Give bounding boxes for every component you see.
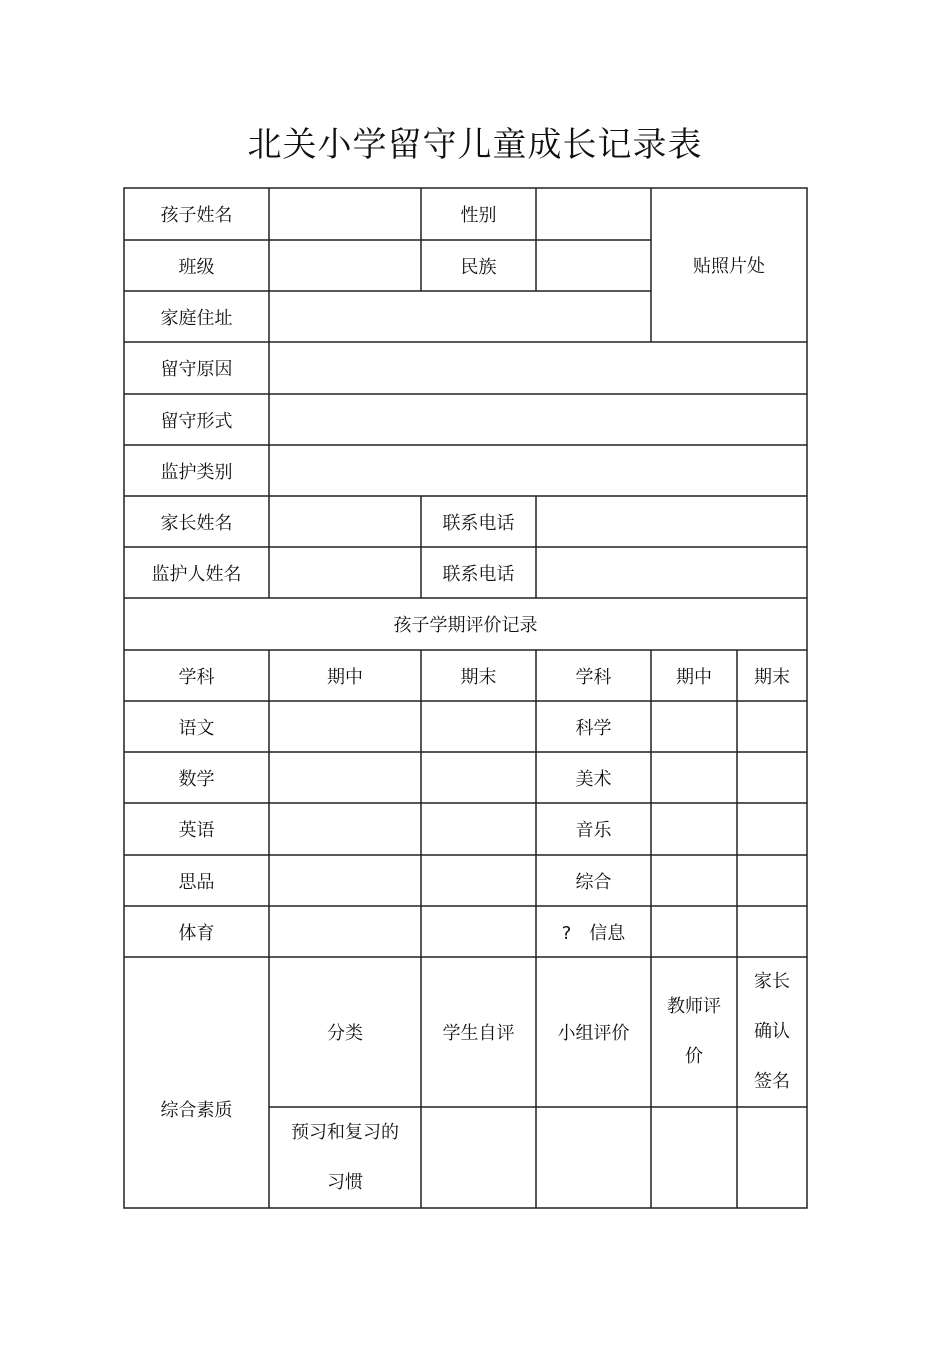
subject-english: 英语 xyxy=(178,820,215,841)
parent-confirm-line-2: 确认 xyxy=(754,1021,790,1042)
header-category: 分类 xyxy=(327,1023,363,1044)
guardian-phone-field[interactable] xyxy=(536,547,807,598)
reason-field[interactable] xyxy=(269,342,807,394)
address-field[interactable] xyxy=(269,291,651,342)
teacher-eval-line-2: 价 xyxy=(685,1046,703,1067)
header-final-1: 期末 xyxy=(460,666,497,688)
ethnicity-label: 民族 xyxy=(460,256,497,278)
parent-confirm-line-1: 家长 xyxy=(754,971,790,992)
child-name-label: 孩子姓名 xyxy=(160,205,233,226)
guardian-name-label: 监护人姓名 xyxy=(151,563,242,585)
header-midterm-2: 期中 xyxy=(676,666,712,688)
teacher-eval-line-1: 教师评 xyxy=(667,996,721,1017)
header-final-2: 期末 xyxy=(754,666,790,688)
subject-music: 音乐 xyxy=(575,820,612,841)
form-label: 留守形式 xyxy=(160,410,233,432)
photo-placeholder: 贴照片处 xyxy=(693,256,765,277)
form-field[interactable] xyxy=(269,394,807,445)
gender-field[interactable] xyxy=(536,188,651,240)
header-midterm-1: 期中 xyxy=(327,666,363,688)
subject-chinese: 语文 xyxy=(178,717,215,739)
category-study-habits xyxy=(269,1107,421,1208)
parent-confirm-line-3: 签名 xyxy=(754,1071,790,1092)
category-line-2: 习惯 xyxy=(327,1171,363,1193)
guardian-phone-label: 联系电话 xyxy=(442,563,515,585)
subject-pe: 体育 xyxy=(178,922,215,944)
ethnicity-field[interactable] xyxy=(536,240,651,291)
class-label: 班级 xyxy=(178,256,215,278)
quality-label: 综合素质 xyxy=(160,1099,233,1121)
parent-phone-field[interactable] xyxy=(536,496,807,547)
reason-label: 留守原因 xyxy=(160,359,233,380)
grades-section-title: 孩子学期评价记录 xyxy=(393,615,538,636)
subject-it: ? 信息 xyxy=(561,922,626,944)
header-subject-1: 学科 xyxy=(178,666,215,688)
gender-label: 性别 xyxy=(460,205,497,226)
header-teacher-eval xyxy=(651,957,737,1107)
subject-art: 美术 xyxy=(575,768,612,790)
guardian-type-field[interactable] xyxy=(269,445,807,496)
header-self-eval: 学生自评 xyxy=(442,1023,515,1044)
subject-science: 科学 xyxy=(575,717,612,739)
header-group-eval: 小组评价 xyxy=(557,1023,630,1044)
subject-ethics: 思品 xyxy=(178,871,215,893)
subject-math: 数学 xyxy=(178,768,215,790)
class-field[interactable] xyxy=(269,240,421,291)
header-subject-2: 学科 xyxy=(575,666,612,688)
category-line-1: 预习和复习的 xyxy=(291,1121,399,1143)
parent-name-label: 家长姓名 xyxy=(160,512,233,534)
guardian-type-label: 监护类别 xyxy=(160,461,233,483)
guardian-name-field[interactable] xyxy=(269,547,421,598)
header-parent-confirm xyxy=(737,957,807,1107)
parent-name-field[interactable] xyxy=(269,496,421,547)
parent-phone-label: 联系电话 xyxy=(442,512,515,534)
subject-comprehensive: 综合 xyxy=(575,871,612,893)
address-label: 家庭住址 xyxy=(160,307,233,329)
child-name-field[interactable] xyxy=(269,188,421,240)
page-title: 北关小学留守儿童成长记录表 xyxy=(247,125,703,165)
